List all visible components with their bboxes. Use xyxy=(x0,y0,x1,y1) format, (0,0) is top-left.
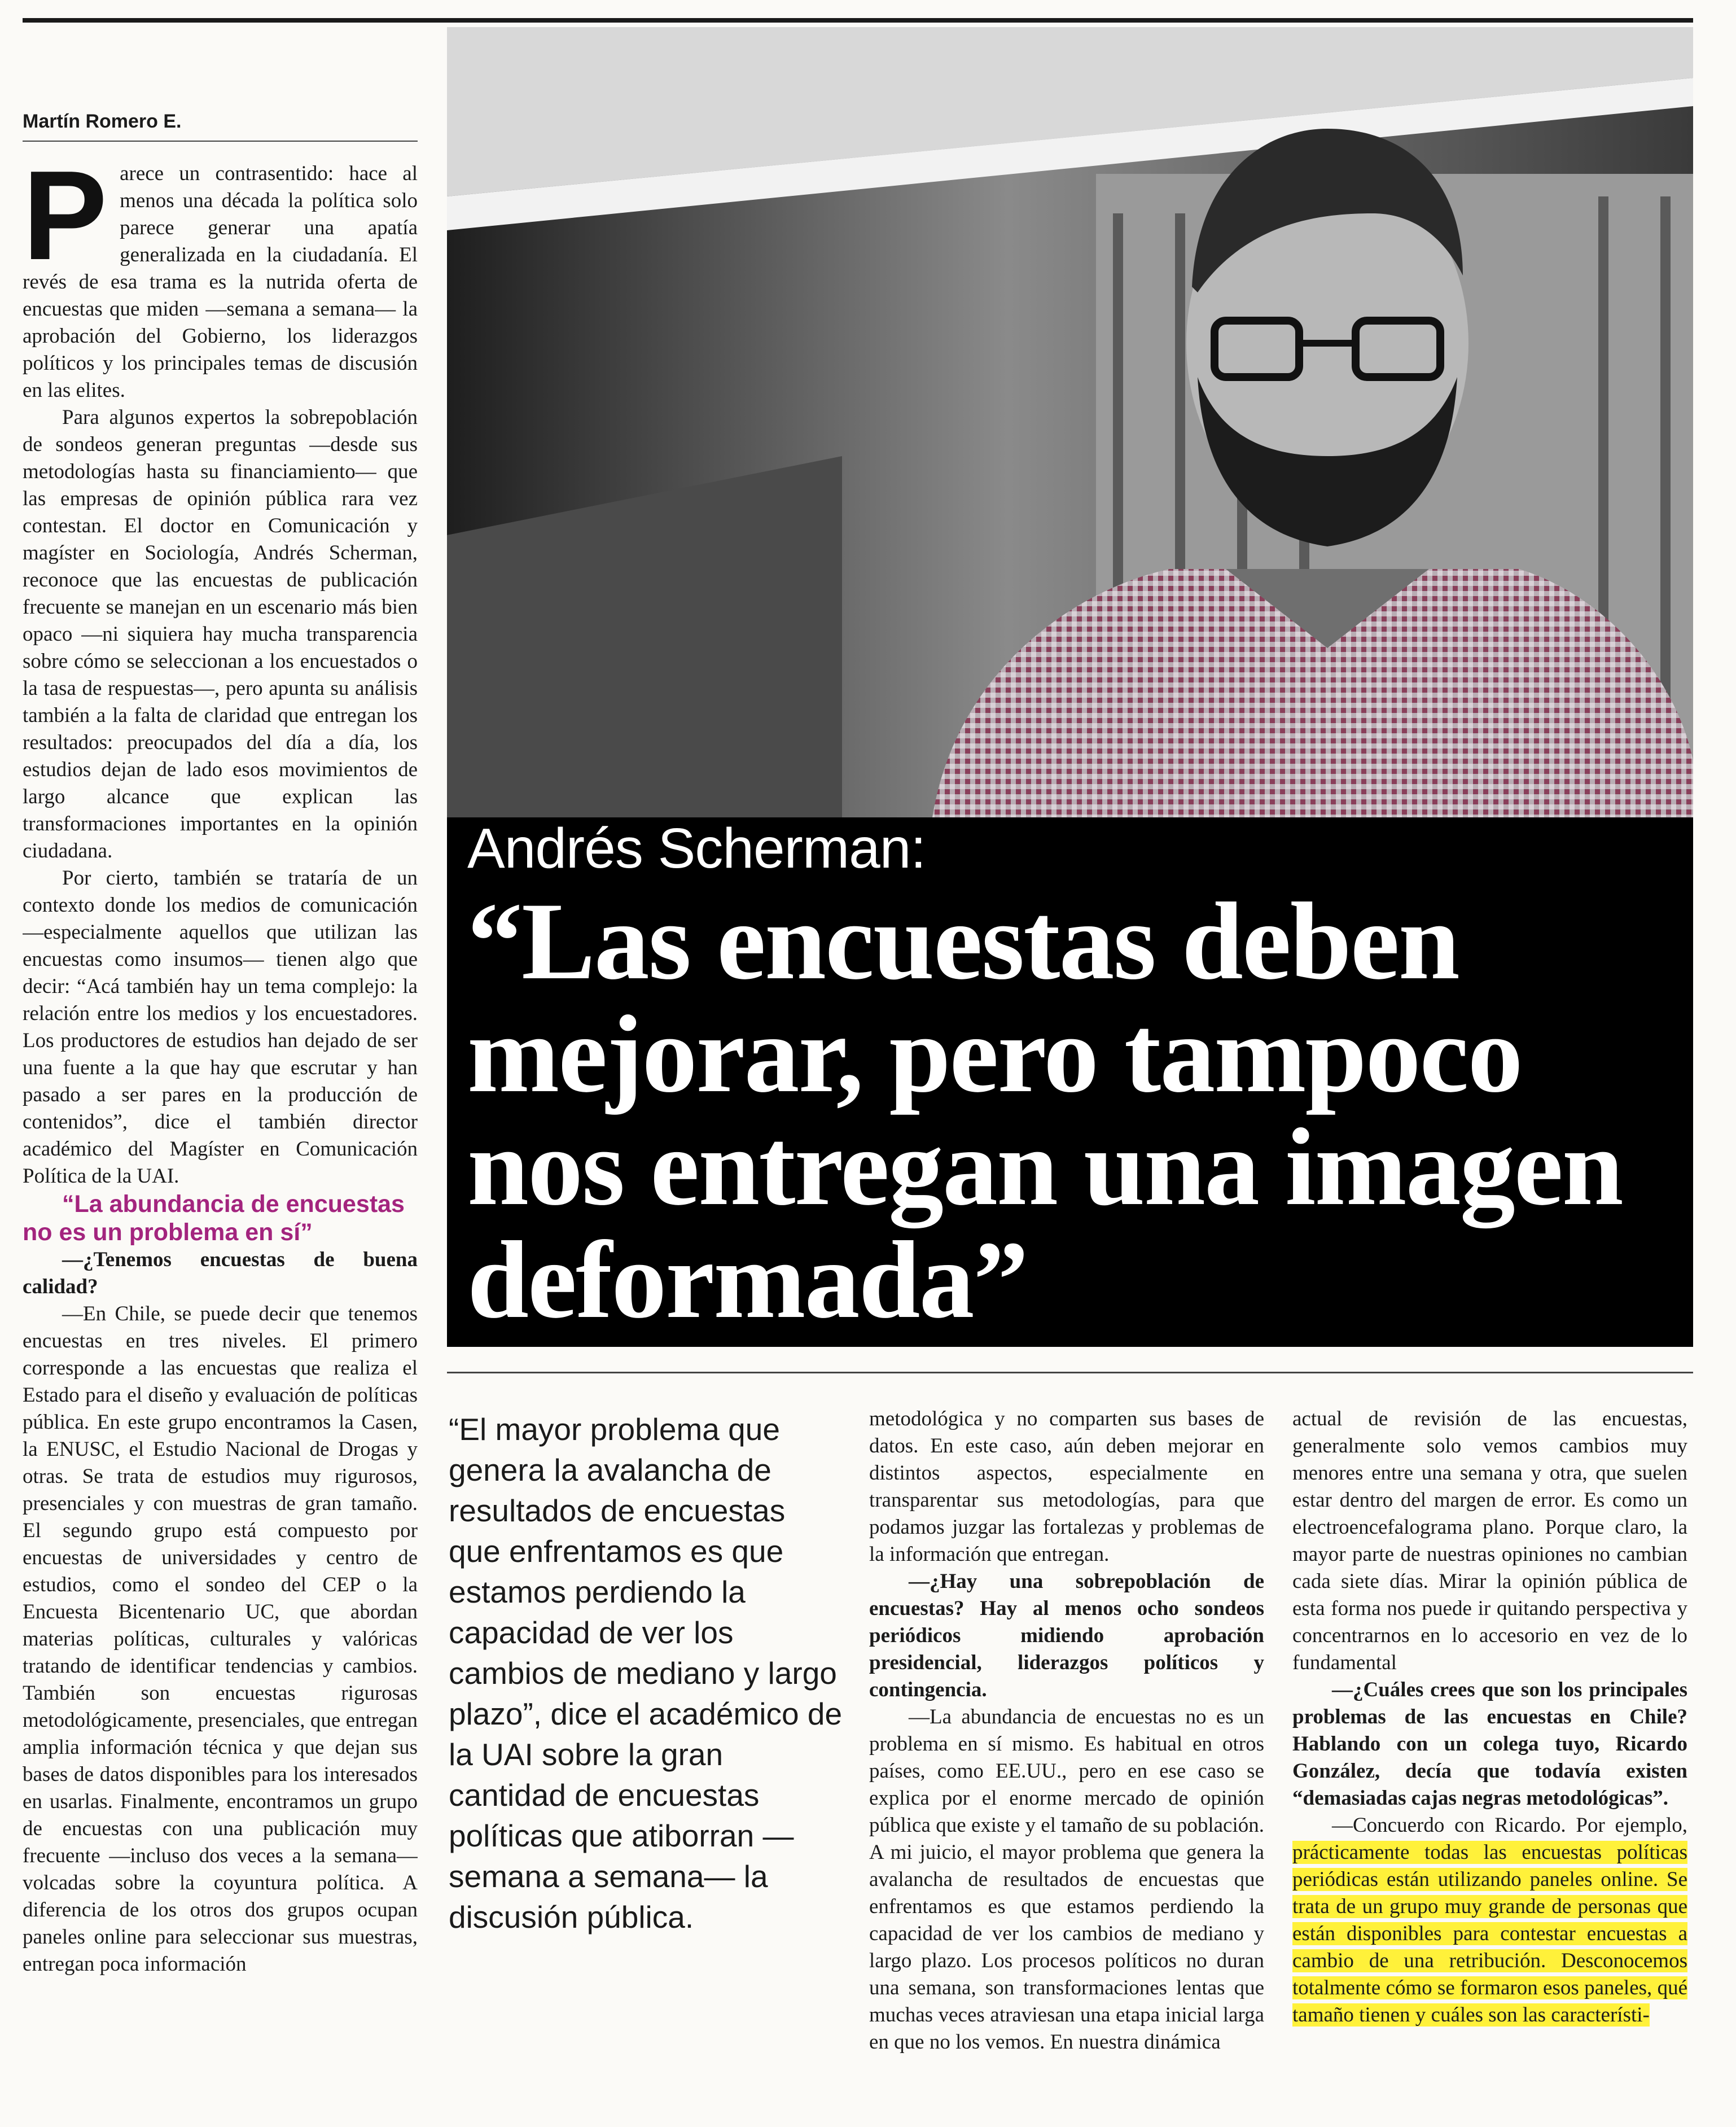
interview-question: —¿Cuáles crees que son los principales problemas de las encuestas en Chile? Hablando con un colega tuyo, Ricardo González, decía que todavía existen “demasiadas cajas negras metodológicas”. xyxy=(1292,1678,1687,1810)
section-subhead: “La abundancia de encuestas no es un problema en sí” xyxy=(23,1191,405,1246)
interview-question: —¿Tenemos encuestas de buena calidad? xyxy=(23,1248,418,1298)
article-column-4 xyxy=(1292,1406,1687,2111)
paragraph: Por cierto, también se trataría de un contexto donde los medios de comunicación —especialmente aquellos que utilizan las encuestas como insumos— tienen algo que decir: “Acá también hay un tema complejo: la relación entre los medios y los encuestadores. Los productores de estudios han dejado de ser una fuente a la que hay que escrutar y han pasado a ser pares en la producción de contenidos”, dice el también director académico del Magíster en Comunicación Política de la UAI. xyxy=(23,866,418,1188)
section-rule xyxy=(447,1372,1693,1373)
pull-quote: “El mayor problema que genera la avalancha de resultados de encuestas que enfrentamos es que estamos perdiendo la capacidad de ver los cambios de mediano y largo plazo”, dice el académico de la UAI sobre la gran cantidad de encuestas políticas que atiborran —semana a semana— la discusión pública. xyxy=(449,1412,843,1935)
paragraph: metodológica y no comparten sus bases de datos. En este caso, aún deben mejorar en distintos aspectos, especialmente en transparentar sus metodologías, para que podamos juzgar las fortalezas y problemas de la información que entregan. xyxy=(869,1407,1264,1566)
interview-answer: —En Chile, se puede decir que tenemos encuestas en tres niveles. El primero corresponde a las encuestas que realiza el Estado para el diseño y evaluación de políticas pública. En este grupo encontramos la Casen, la ENUSC, el Estudio Nacional de Drogas y otras. Se trata de estudios muy rigurosos, presenciales y con muestras de gran tamaño. El segundo grupo está compuesto por encuestas de universidades y centro de estudios, como el sondeo del CEP o la Encuesta Bicentenario UC, que abordan materias políticas, culturales y valóricas tratando de identificar tendencias y cambios. También son encuestas rigurosas metodológicamente, presenciales, que entregan amplia información técnica y que dejan sus bases de datos disponibles para los interesados en usarlas. Finalmente, encontramos un grupo de encuestas con una publicación muy frecuente —incluso dos veces a la semana— volcadas sobre la coyuntura política. A diferencia de los otros dos grupos ocupan paneles online para seleccionar sus muestras, entregan poca información xyxy=(23,1302,418,1976)
paragraph: actual de revisión de las encuestas, generalmente solo vemos cambios muy menores entre una semana y otra, que suelen estar dentro del margen de error. Es como un electroencefalograma plano. Porque claro, la mayor parte de nuestras opiniones no cambian cada siete días. Mirar la opinión pública de esta forma nos puede ir quitando perspectiva y concentrarnos en lo accesorio en vez de lo fundamental xyxy=(1292,1407,1687,1674)
paragraph: Para algunos expertos la sobrepoblación de sondeos generan preguntas —desde sus metodologías hasta su financiamiento— que las empresas de opinión pública rara vez contestan. El doctor en Comunicación y magíster en Sociología, Andrés Scherman, reconoce que las encuestas de publicación frecuente se manejan en un escenario más bien opaco —ni siquiera hay mucha transparencia sobre cómo se seleccionan a los encuestados o la tasa de respuestas—, pero apunta su análisis también a la falta de claridad que entregan los resultados: preocupados del día a día, los estudios dejan de lado esos movimientos de largo alcance que explican las transformaciones importantes en la opinión ciudadana. xyxy=(23,406,418,863)
portrait-photo xyxy=(447,27,1693,1347)
interview-question: —¿Hay una sobrepoblación de encuestas? Hay al menos ocho sondeos periódicos midiendo aprobación presidencial, liderazgos políticos y contingencia. xyxy=(869,1570,1264,1701)
headline: “Las encuestas deben mejorar, pero tampoco nos entregan una imagen deformada” xyxy=(467,880,1623,1341)
interview-answer: —Concuerdo con Ricardo. Por ejemplo, prácticamente todas las encuestas políticas periódicas están utilizando paneles online. Se trata de un grupo muy grande de personas que están disponibles para contestar encuestas a cambio de una retribución. Desconocemos totalmente cómo se formaron esos paneles, qué tamaño tienen y cuáles son las característi- xyxy=(1292,1814,1687,2027)
highlighted-text: prácticamente todas las encuestas políticas periódicas están utilizando paneles online. Se trata de un grupo muy grande de personas que están disponibles para contestar encuestas a cambio de una retribución. Desconocemos totalmente cómo se formaron esos paneles, qué tamaño tienen y cuáles son las característi- xyxy=(1292,1841,1687,2027)
article-column-1 xyxy=(23,160,418,2091)
interview-answer: —La abundancia de encuestas no es un problema en sí mismo. Es habitual en otros países, como EE.UU., pero en ese caso se explica por el enorme mercado de opinión pública que existe y el tamaño de su población. A mi juicio, el mayor problema que genera la avalancha de resultados de encuestas que enfrentamos es que estamos perdiendo la capacidad de ver los cambios de mediano y largo plazo. Los procesos políticos no duran una semana, son transformaciones lentas que muchas veces atraviesan una etapa inicial larga en que no los vemos. En nuestra dinámica xyxy=(869,1705,1264,2054)
intro-paragraph: Parece un contrasentido: hace al menos una década la política solo parece generar una apatía generalizada en la ciudadanía. El revés de esa trama es la nutrida oferta de encuestas que miden —semana a semana— la aprobación del Gobierno, los liderazgos políticos y los principales temas de discusión en las elites. xyxy=(23,160,418,402)
interviewee-name: Andrés Scherman: xyxy=(467,817,926,880)
article-column-3 xyxy=(869,1406,1264,2111)
headline-block xyxy=(467,817,1675,1341)
top-rule xyxy=(23,18,1693,23)
byline: Martín Romero E. xyxy=(23,111,418,142)
drop-cap: P xyxy=(23,160,108,286)
